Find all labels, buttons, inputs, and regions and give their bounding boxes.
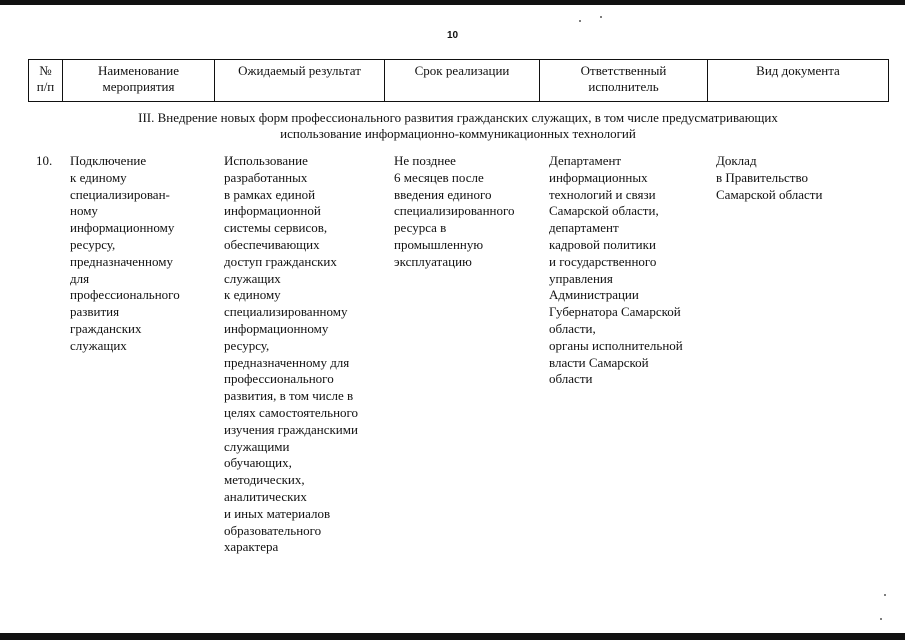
header-name: Наименование мероприятия xyxy=(63,60,215,102)
row-term: Не позднее 6 месяцев после введения единого специализированного ресурса в промышленную эксплуатацию xyxy=(394,153,515,269)
scan-speck xyxy=(884,594,886,596)
row-name: Подключение к единому специализирован- ному информационному ресурсу, предназначенному для профессионального развития гражданских служащих xyxy=(70,153,180,353)
scan-border-top xyxy=(0,0,905,5)
row-result: Использование разработанных в рамках единой информационной системы сервисов, обеспечивающих доступ гражданских служащих к единому специализированному информационному ресурсу, предназначенному для профессионального развития, в том числе в целях самостоятельного изучения гражданскими служащими обучающих, методических, аналитических и иных материалов образовательного характера xyxy=(224,153,359,555)
header-responsible: Ответственный исполнитель xyxy=(540,60,708,102)
row-responsible: Департамент информационных технологий и связи Самарской области, департамент кадровой политики и государственного управления Администрации Губернатора Самарской области, органы исполнительной власти Самарской области xyxy=(549,153,683,387)
section-title: III. Внедрение новых форм профессионального развития гражданских служащих, в том числе предусматривающих использование информационно-коммуникационных технологий xyxy=(138,110,778,141)
scan-speck xyxy=(600,16,602,18)
scan-border-bottom xyxy=(0,633,905,640)
row-document: Доклад в Правительство Самарской области xyxy=(716,153,823,202)
scan-speck xyxy=(579,20,581,22)
header-document: Вид документа xyxy=(708,60,889,102)
header-number: № п/п xyxy=(29,60,63,102)
header-term: Срок реализации xyxy=(385,60,540,102)
header-result: Ожидаемый результат xyxy=(215,60,385,102)
table-header xyxy=(28,59,889,102)
scan-speck xyxy=(880,618,882,620)
page-number: 10 xyxy=(446,30,459,41)
header-row xyxy=(29,60,889,102)
row-number: 10. xyxy=(36,153,53,168)
